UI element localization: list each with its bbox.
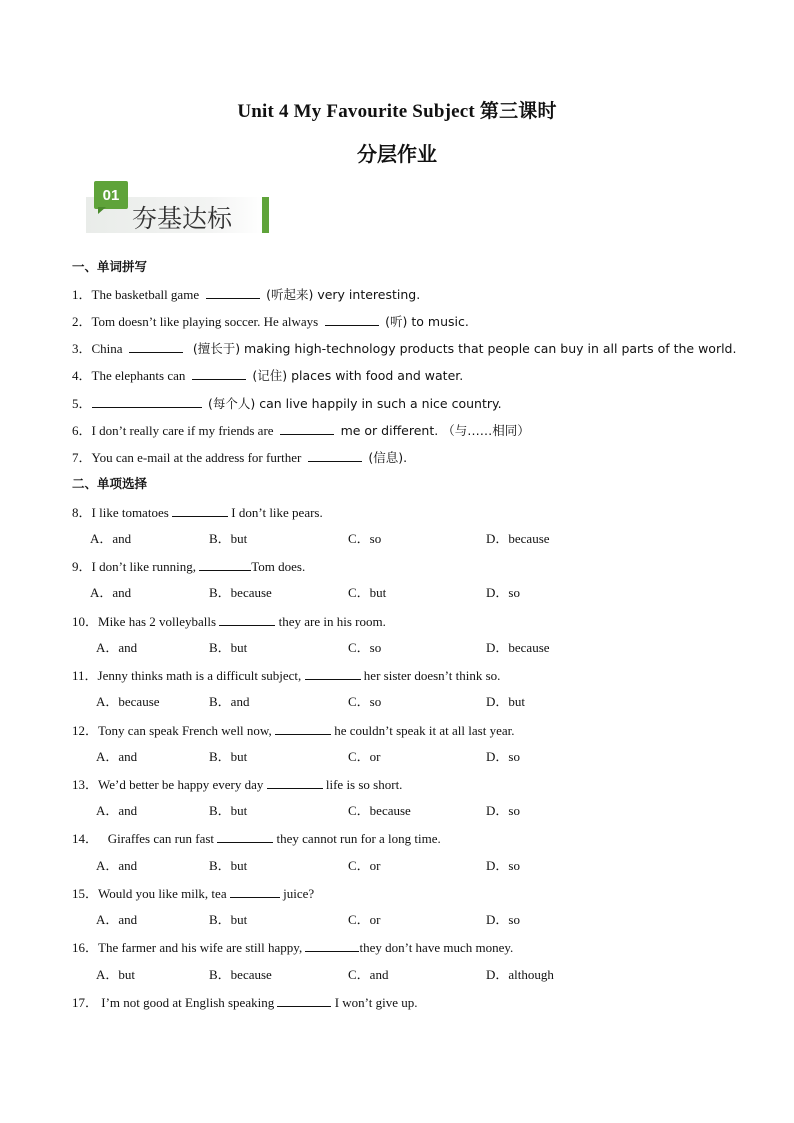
option-b[interactable]: B．but xyxy=(209,803,248,818)
answer-blank[interactable] xyxy=(230,885,280,898)
item-text-before: Tom doesn’t like playing soccer. He always xyxy=(91,314,319,329)
item-number: 5． xyxy=(72,396,92,411)
question-stem xyxy=(72,667,500,684)
option-b[interactable]: B．but xyxy=(209,640,248,655)
answer-blank[interactable] xyxy=(192,367,246,380)
option-b[interactable]: B．because xyxy=(209,967,272,982)
item-text-before: The elephants can xyxy=(91,368,186,383)
item-text-before: I don’t really care if my friends are xyxy=(91,423,274,438)
option-b[interactable]: B．but xyxy=(209,749,248,764)
option-d[interactable]: D．but xyxy=(486,694,526,709)
option-a[interactable]: A．but xyxy=(96,967,136,982)
option-d[interactable]: D．so xyxy=(486,749,520,764)
answer-blank[interactable] xyxy=(267,776,323,789)
option-a[interactable]: A．and xyxy=(96,858,138,873)
question-number: 9． xyxy=(72,559,92,574)
option-c[interactable]: C．so xyxy=(348,694,382,709)
item-text-after: (每个人) can live happily in such a nice country. xyxy=(208,396,502,411)
option-d[interactable]: D．because xyxy=(486,640,550,655)
option-a[interactable]: A．and xyxy=(96,749,138,764)
spelling-item xyxy=(72,395,502,412)
question-text-after: they cannot run for a long time. xyxy=(276,831,441,846)
option-a[interactable]: A．and xyxy=(96,640,138,655)
spelling-item xyxy=(72,449,407,466)
option-c[interactable]: C．so xyxy=(348,640,382,655)
spelling-item xyxy=(72,340,736,357)
question-text-before: The farmer and his wife are still happy, xyxy=(98,940,303,955)
option-c[interactable]: C．because xyxy=(348,803,411,818)
option-d[interactable]: D．so xyxy=(486,858,520,873)
question-number: 15． xyxy=(72,886,99,901)
question-text-before: We’d better be happy every day xyxy=(98,777,264,792)
answer-blank[interactable] xyxy=(217,830,273,843)
item-text-after: me or different. （与……相同） xyxy=(340,423,530,438)
item-number: 3． xyxy=(72,341,92,356)
question-text-before: I like tomatoes xyxy=(91,505,169,520)
answer-blank[interactable] xyxy=(219,613,275,626)
answer-blank[interactable] xyxy=(325,313,379,326)
question-stem xyxy=(72,830,441,847)
option-d[interactable]: D．so xyxy=(486,803,520,818)
answer-blank[interactable] xyxy=(277,994,331,1007)
option-d[interactable]: D．although xyxy=(486,967,554,982)
question-number: 11． xyxy=(72,668,98,683)
option-b[interactable]: B．but xyxy=(209,858,248,873)
answer-blank[interactable] xyxy=(199,558,251,571)
question-stem xyxy=(72,885,314,902)
option-c[interactable]: C．or xyxy=(348,912,381,927)
question-number: 16． xyxy=(72,940,99,955)
spelling-item xyxy=(72,286,420,303)
answer-blank[interactable] xyxy=(280,422,334,435)
answer-blank[interactable] xyxy=(305,939,359,952)
question-text-before: Giraffes can run fast xyxy=(104,831,215,846)
option-b[interactable]: B．because xyxy=(209,585,272,600)
question-stem xyxy=(72,613,386,630)
item-text-before: The basketball game xyxy=(91,287,200,302)
item-number: 1． xyxy=(72,287,92,302)
question-text-after: they don’t have much money. xyxy=(359,940,514,955)
question-text-before: Jenny thinks math is a difficult subject, xyxy=(97,668,302,683)
option-c[interactable]: C．or xyxy=(348,858,381,873)
option-d[interactable]: D．so xyxy=(486,912,520,927)
option-b[interactable]: B．but xyxy=(209,912,248,927)
question-number: 8． xyxy=(72,505,92,520)
option-d[interactable]: D．because xyxy=(486,531,550,546)
section-title-multiple-choice: 二、单项选择 xyxy=(72,476,148,491)
question-text-after: he couldn’t speak it at all last year. xyxy=(334,723,515,738)
answer-blank[interactable] xyxy=(206,286,260,299)
item-text-after: (信息). xyxy=(368,450,408,465)
answer-blank[interactable] xyxy=(129,340,183,353)
question-text-after: her sister doesn’t think so. xyxy=(363,668,501,683)
option-b[interactable]: B．and xyxy=(209,694,250,709)
question-number: 10． xyxy=(72,614,99,629)
page-title: Unit 4 My Favourite Subject 第三课时 xyxy=(237,101,557,122)
question-text-before: Would you like milk, tea xyxy=(98,886,227,901)
option-c[interactable]: C．so xyxy=(348,531,382,546)
option-c[interactable]: C．and xyxy=(348,967,389,982)
question-text-after: they are in his room. xyxy=(278,614,386,629)
option-a[interactable]: A．and xyxy=(90,531,132,546)
question-text-after: juice? xyxy=(283,886,315,901)
option-a[interactable]: A．and xyxy=(90,585,132,600)
spelling-item xyxy=(72,313,469,330)
option-c[interactable]: C．but xyxy=(348,585,387,600)
option-b[interactable]: B．but xyxy=(209,531,248,546)
item-text-after: (记住) places with food and water. xyxy=(252,368,464,383)
item-text-before: You can e-mail at the address for further xyxy=(91,450,302,465)
question-number: 14． xyxy=(72,831,99,846)
question-text-before: Tony can speak French well now, xyxy=(98,723,272,738)
option-d[interactable]: D．so xyxy=(486,585,520,600)
question-number: 12． xyxy=(72,723,99,738)
answer-blank[interactable] xyxy=(92,395,202,408)
option-a[interactable]: A．because xyxy=(96,694,160,709)
answer-blank[interactable] xyxy=(305,667,361,680)
spelling-item xyxy=(72,422,530,439)
badge-tail-shape xyxy=(98,207,106,214)
option-a[interactable]: A．and xyxy=(96,912,138,927)
item-number: 4． xyxy=(72,368,92,383)
item-number: 7． xyxy=(72,450,92,465)
question-stem xyxy=(72,939,513,956)
question-stem xyxy=(72,558,305,575)
answer-blank[interactable] xyxy=(275,722,331,735)
question-number: 13． xyxy=(72,777,99,792)
answer-blank[interactable] xyxy=(172,504,228,517)
question-stem xyxy=(72,776,402,793)
question-stem xyxy=(72,994,418,1011)
item-text-after: (擅长于) making high-technology products that people can buy in all parts of the world. xyxy=(192,341,737,356)
page-subtitle: 分层作业 xyxy=(357,142,437,166)
spelling-item xyxy=(72,367,463,384)
question-text-after: I won’t give up. xyxy=(334,995,418,1010)
question-number: 17． xyxy=(72,995,99,1010)
badge-number: 01 xyxy=(94,181,128,209)
question-text-before: Mike has 2 volleyballs xyxy=(98,614,217,629)
item-text-after: (听) to music. xyxy=(385,314,469,329)
question-text-after: life is so short. xyxy=(325,777,403,792)
question-text-before: I don’t like running, xyxy=(91,559,196,574)
option-a[interactable]: A．and xyxy=(96,803,138,818)
section-badge xyxy=(86,181,272,235)
item-number: 2． xyxy=(72,314,92,329)
answer-blank[interactable] xyxy=(308,449,362,462)
question-stem xyxy=(72,504,323,521)
item-text-before: China xyxy=(91,341,123,356)
question-text-before: I’m not good at English speaking xyxy=(101,995,275,1010)
question-text-after: Tom does. xyxy=(251,559,306,574)
item-text-after: (听起来) very interesting. xyxy=(266,287,421,302)
option-c[interactable]: C．or xyxy=(348,749,381,764)
item-number: 6． xyxy=(72,423,92,438)
question-stem xyxy=(72,722,514,739)
question-text-after: I don’t like pears. xyxy=(231,505,323,520)
section-title-spelling: 一、单词拼写 xyxy=(72,259,148,274)
badge-label: 夯基达标 xyxy=(132,204,233,233)
badge-accent-bar xyxy=(262,197,269,233)
